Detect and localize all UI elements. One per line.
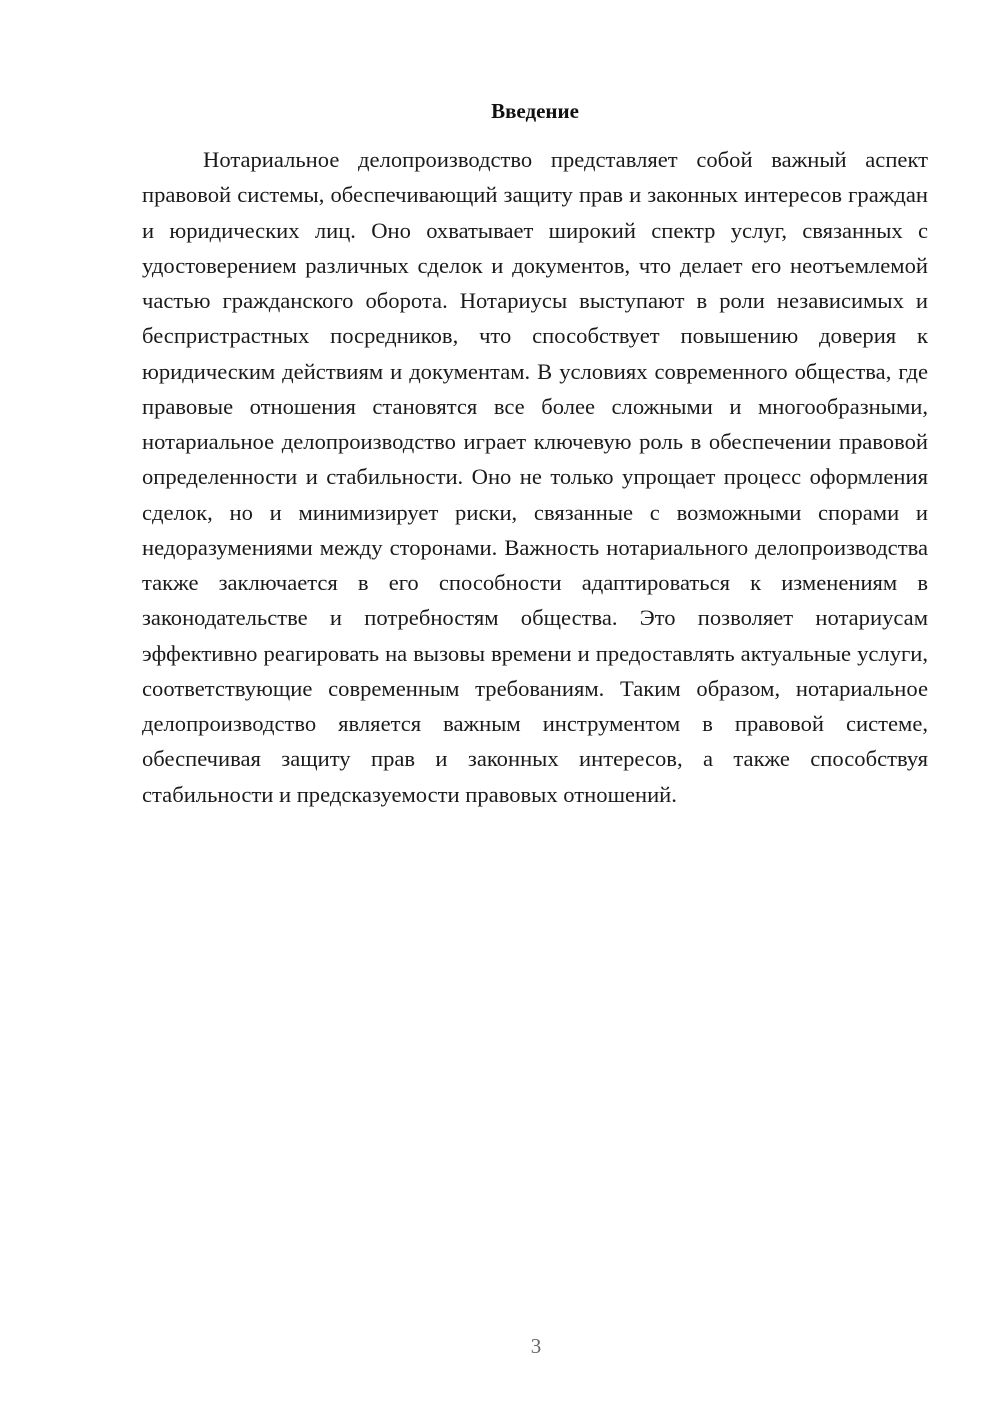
section-heading: Введение: [491, 99, 579, 123]
page-number: 3: [530, 1334, 542, 1358]
body-paragraph: Нотариальное делопроизводство представляет собой важный аспект правовой системы, обеспечивающий защиту прав и законных интересов граждан и юридических лиц. Оно охватывает широкий спектр услуг, связанных с удостоверением различных сделок и документов, что делает его неотъемлемой частью гражданского оборота. Нотариусы выступают в роли независимых и беспристрастных посредников, что способствует повышению доверия к юридическим действиям и документам. В условиях современного общества, где правовые отношения становятся все более сложными и многообразными, нотариальное делопроизводство играет ключевую роль в обеспечении правовой определенности и стабильности. Оно не только упрощает процесс оформления сделок, но и минимизирует риски, связанные с возможными спорами и недоразумениями между сторонами. Важность нотариального делопроизводства также заключается в его способности адаптироваться к изменениям в законодательстве и потребностям общества. Это позволяет нотариусам эффективно реагировать на вызовы времени и предоставлять актуальные услуги, соответствующие современным требованиям. Таким образом, нотариальное делопроизводство является важным инструментом в правовой системе, обеспечивая защиту прав и законных интересов, а также способствуя стабильности и предсказуемости правовых отношений.: [142, 147, 928, 807]
